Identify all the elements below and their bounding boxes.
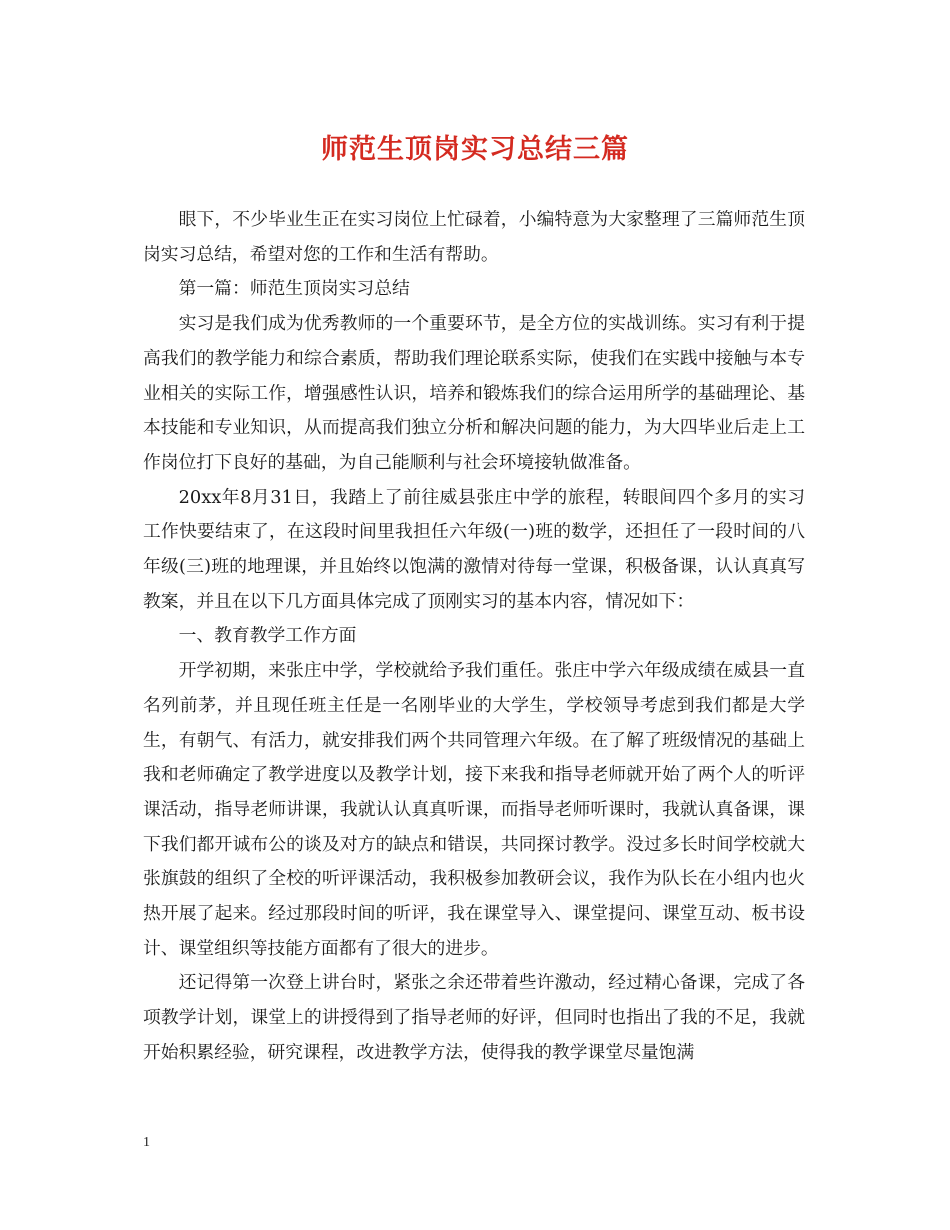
document-body <box>143 203 805 1071</box>
section-heading-teaching-work: 一、教育教学工作方面 <box>178 625 357 647</box>
paragraph-term-start: 开学初期，来张庄中学，学校就给予我们重任。张庄中学六年级成绩在威县一直名列前茅，并且现任班主任是一名刚毕业的大学生，学校领导考虑到我们都是大学生，有朝气、有活力，就安排我们两个共同管理六年级。在了解了班级情况的基础上我和老师确定了教学进度以及教学计划，接下来我和指导老师就开始了两个人的听评课活动，指导老师讲课，我就认认真真听课，而指导老师听课时，我就认真备课，课下我们都开诚布公的谈及对方的缺点和错误，共同探讨教学。没过多长时间学校就大张旗鼓的组织了全校的听评课活动，我积极参加教研会议，我作为队长在小组内也火热开展了起来。经过那段时间的听评，我在课堂导入、课堂提问、课堂互动、板书设计、课堂组织等技能方面都有了很大的进步。 <box>143 660 805 959</box>
paragraph-internship-importance: 实习是我们成为优秀教师的一个重要环节，是全方位的实战训练。实习有利于提高我们的教学能力和综合素质，帮助我们理论联系实际，使我们在实践中接触与本专业相关的实际工作，增强感性认识，培养和锻炼我们的综合运用所学的基础理论、基本技能和专业知识，从而提高我们独立分析和解决问题的能力，为大四毕业后走上工作岗位打下良好的基础，为自己能顺利与社会环境接轨做准备。 <box>143 313 805 473</box>
paragraph-intro: 眼下，不少毕业生正在实习岗位上忙碌着，小编特意为大家整理了三篇师范生顶岗实习总结，希望对您的工作和生活有帮助。 <box>143 209 805 265</box>
document-title: 师范生顶岗实习总结三篇 <box>321 134 629 165</box>
paragraph-internship-start: 20xx年8月31日，我踏上了前往威县张庄中学的旅程，转眼间四个多月的实习工作快要结束了，在这段时间里我担任六年级(一)班的数学，还担任了一段时间的八年级(三)班的地理课，并且始终以饱满的激情对待每一堂课，积极备课，认认真真写教案，并且在以下几方面具体完成了顶刚实习的基本内容，情况如下： <box>143 486 805 612</box>
section-heading-part-one: 第一篇：师范生顶岗实习总结 <box>178 278 410 300</box>
paragraph-first-lecture: 还记得第一次登上讲台时，紧张之余还带着些许激动，经过精心备课，完成了各项教学计划，课堂上的讲授得到了指导老师的好评，但同时也指出了我的不足，我就开始积累经验，研究课程，改进教学方法，使得我的教学课堂尽量饱满 <box>143 972 805 1063</box>
page-number: 1 <box>143 1135 150 1150</box>
